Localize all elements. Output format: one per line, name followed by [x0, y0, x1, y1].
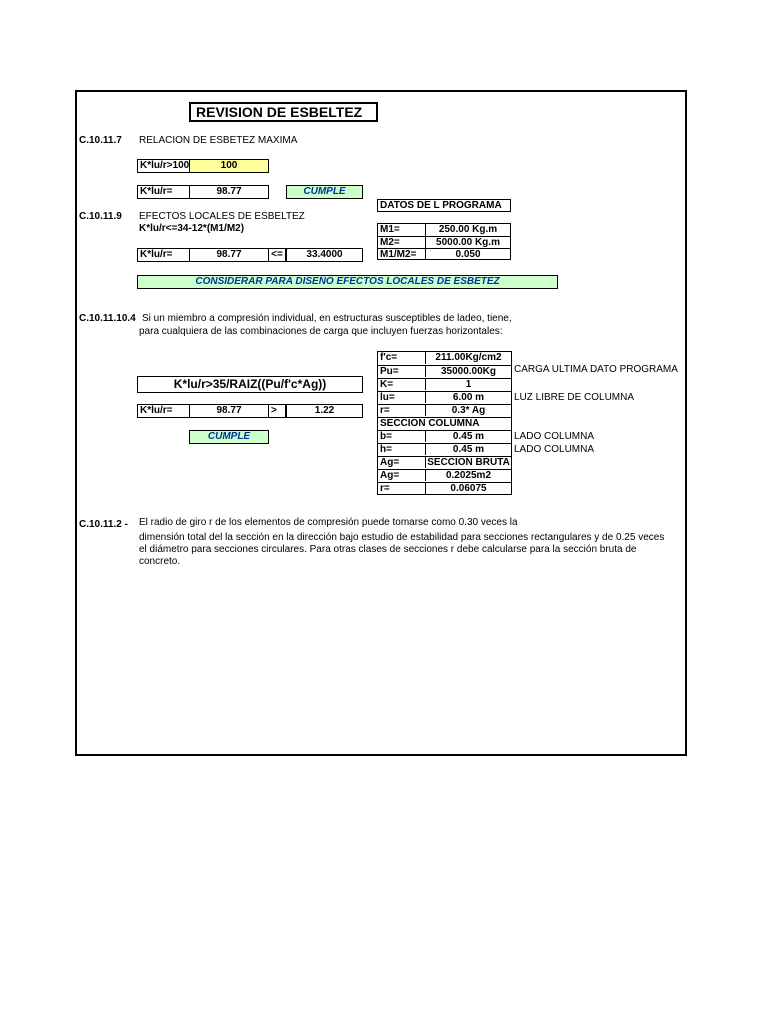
comparison-operator-3: >	[268, 404, 286, 418]
row-key: b=	[380, 431, 392, 442]
max-slenderness-value[interactable]: 100	[189, 159, 269, 173]
row-key: Pu=	[380, 366, 399, 377]
page-title: REVISION DE ESBELTEZ	[189, 102, 378, 122]
program-data-header: DATOS DE L PROGRAMA	[377, 199, 511, 212]
note-h: LADO COLUMNA	[514, 444, 595, 455]
table-row	[378, 482, 511, 494]
section-code-4: C.10.11.2 -	[79, 519, 128, 530]
row-value[interactable]: 0.2025m2	[425, 470, 511, 481]
table-row	[378, 236, 510, 248]
section-text-3-line2: para cualquiera de las combinaciones de carga que incluyen fuerzas horizontales:	[139, 326, 503, 337]
row-value[interactable]: 250.00 Kg.m	[425, 224, 510, 236]
table-row	[378, 248, 510, 260]
max-slenderness-label: K*lu/r>100	[137, 159, 190, 173]
row-value[interactable]: 0.050	[425, 249, 510, 260]
sway-formula-box: K*lu/r>35/RAIZ((Pu/f'c*Ag))	[137, 376, 363, 393]
slenderness-value-1[interactable]: 98.77	[189, 185, 269, 199]
row-key: Ag=	[380, 457, 400, 468]
table-row	[378, 469, 511, 481]
local-effects-banner: CONSIDERAR PARA DISEÑO EFECTOS LOCALES DE ESBETEZ	[137, 275, 558, 289]
note-lu: LUZ LIBRE DE COLUMNA	[514, 392, 635, 403]
slenderness-label-1: K*lu/r=	[137, 185, 190, 199]
section-text-3-line1: Si un miembro a compresión individual, en estructuras susceptibles de ladeo, tiene,	[142, 313, 512, 324]
section-code-2: C.10.11.9	[79, 211, 122, 222]
table-row	[378, 430, 511, 442]
table-row	[378, 417, 511, 429]
row-value[interactable]: 0.45 m	[425, 444, 511, 455]
local-effects-limit[interactable]: 33.4000	[286, 248, 363, 262]
section-code-3: C.10.11.10.4	[79, 313, 136, 324]
local-effects-formula: K*lu/r<=34-12*(M1/M2)	[139, 223, 245, 234]
row-key: r=	[380, 483, 390, 494]
row-key: M2=	[380, 237, 400, 248]
table-row	[378, 456, 511, 468]
row-value[interactable]: 0.45 m	[425, 431, 511, 442]
row-value[interactable]: 1	[425, 379, 511, 390]
row-key: K=	[380, 379, 394, 390]
table-row	[378, 404, 511, 416]
section-text-4-line3: el diámetro para secciones circulares. Para otras clases de secciones r debe calcularse para la sección bruta de	[139, 544, 637, 555]
table-row	[378, 378, 511, 390]
slenderness-value-3[interactable]: 98.77	[189, 404, 269, 418]
status-badge-cumple-2: CUMPLE	[189, 430, 269, 444]
row-key: lu=	[380, 392, 395, 403]
section-text-4-line2: dimensión total del la sección en la dirección bajo estudio de estabilidad para secciones rectangulares y de 0.25 veces	[139, 532, 665, 543]
table-row	[378, 443, 511, 455]
row-key: M1=	[380, 224, 400, 235]
status-badge-cumple-1: CUMPLE	[286, 185, 363, 199]
row-value[interactable]: 211.00Kg/cm2	[425, 352, 511, 364]
row-key: Ag=	[380, 470, 400, 481]
section-text-2: EFECTOS LOCALES DE ESBELTEZ	[139, 211, 305, 222]
table-row	[378, 224, 510, 236]
sway-limit[interactable]: 1.22	[286, 404, 363, 418]
column-properties-table	[377, 351, 512, 495]
table-row	[378, 352, 511, 364]
section-column-heading: SECCION COLUMNA	[380, 418, 480, 429]
row-key: r=	[380, 405, 390, 416]
row-key: M1/M2=	[380, 249, 417, 260]
table-row	[378, 391, 511, 403]
row-value[interactable]: 5000.00 Kg.m	[425, 237, 510, 248]
note-pu: CARGA ULTIMA DATO PROGRAMA	[514, 364, 678, 375]
table-row	[378, 365, 511, 377]
section-text-4-line1: El radio de giro r de los elementos de compresión puede tomarse como 0.30 veces la	[139, 517, 518, 528]
row-value: SECCION BRUTA	[425, 457, 511, 468]
section-text-1: RELACION DE ESBETEZ MAXIMA	[139, 135, 298, 146]
row-value[interactable]: 0.06075	[425, 483, 511, 494]
row-key: f'c=	[380, 352, 398, 363]
row-value[interactable]: 0.3* Ag	[425, 405, 511, 416]
slenderness-label-3: K*lu/r=	[137, 404, 190, 418]
note-b: LADO COLUMNA	[514, 431, 595, 442]
row-value[interactable]: 6.00 m	[425, 392, 511, 403]
row-value[interactable]: 35000.00Kg	[425, 366, 511, 377]
section-code-1: C.10.11.7	[79, 135, 122, 146]
slenderness-value-2[interactable]: 98.77	[189, 248, 269, 262]
program-data-table	[377, 223, 511, 260]
slenderness-label-2: K*lu/r=	[137, 248, 190, 262]
section-text-4-line4: concreto.	[139, 556, 181, 567]
row-key: h=	[380, 444, 392, 455]
comparison-operator-2: <=	[268, 248, 286, 262]
